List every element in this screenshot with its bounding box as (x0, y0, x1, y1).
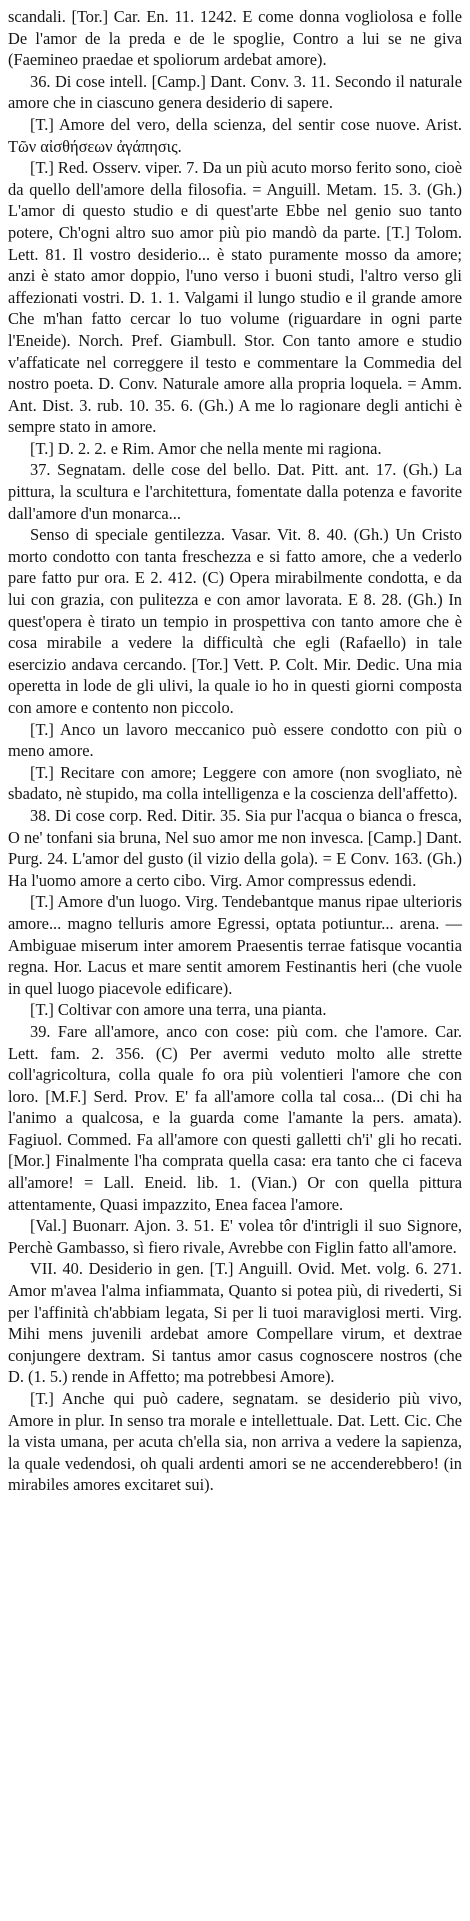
entry-37-gentilezza: Senso di speciale gentilezza. Vasar. Vit. 8. 40. (Gh.) Un Cristo morto condotto con tanta freschezza e si fatto amore, che a vederlo pare fatto pur ora. E 2. 412. (C) Opera mirabilmente condotta, e da lui con grazia, con pulitezza e con amor lavorata. E 8. 28. (Gh.) In quest'opera è tirato un tempio in prospettiva con tanto amore che è cosa mirabile a vedere la difficultà che egli (Rafaello) in tale esercizio andava cercando. [Tor.] Vett. P. Colt. Mir. Dedic. Una mia operetta in lode de gli ulivi, la quale io ho in questi giorni composta con amore e contento non piccolo. (8, 525, 462, 717)
entry-36-quotes: [T.] Red. Osserv. viper. 7. Da un più acuto morso ferito sono, cioè da quello dell'amore della filosofia. = Anguill. Metam. 15. 3. (Gh.) L'amor di questo studio e di quest'arte Ebbe nel genio suo tanto potere, Ch'ogni altro suo amor più pio mandò da parte. [T.] Tolom. Lett. 81. Il vostro desiderio... è stato puramente mosso da amore; anzi è stato amor doppio, l'uno verso i buoni studi, l'altro verso gli affezionati vostri. D. 1. 1. Valgami il lungo studio e il grande amore Che m'han fatto cercar lo tuo volume (riguardare in ogni parte l'Eneide). Norch. Pref. Giambull. Stor. Con tanto amore e studio v'affaticate nel correggere il testo e commentare la Commedia del nostro poeta. D. Conv. Naturale amore alla propria loquela. = Amm. Ant. Dist. 3. rub. 10. 35. 6. (Gh.) A me lo ragionare degli antichi è sempre stato in amore. (8, 158, 462, 437)
entry-40-note: [T.] Anche qui può cadere, segnatam. se desiderio più vivo, Amore in plur. In senso tra morale e intellettuale. Dat. Lett. Cic. Che la vista umana, per acuta ch'ella sia, non arriva a vedere la sapienza, la quale vedendosi, oh quali ardenti amori se ne accenderebbero! (in mirabiles amores excitaret sui). (8, 1389, 462, 1495)
entry-37-lavoro: [T.] Anco un lavoro meccanico può essere condotto con più o meno amore. (8, 719, 462, 761)
entry-36-rime: [T.] D. 2. 2. e Rim. Amor che nella mente mi ragiona. (30, 438, 382, 458)
entry-39-buonarr: [Val.] Buonarr. Ajon. 3. 51. E' volea tôr d'intrigli il suo Signore, Perchè Gambasso, sì fiero rivale, Avrebbe con Figlin fatto all'amore. (8, 1216, 462, 1257)
entry-continuation: scandali. [Tor.] Car. En. 11. 1242. E come donna vogliolosa e folle De l'amor de la preda e de le spoglie, Contro a lui se ne giva (Faemineo praedae et spoliorum ardebat amore). (8, 7, 462, 70)
entry-36: 36. Di cose intell. [Camp.] Dant. Conv. 3. 11. Secondo il naturale amore che in ciascuno genera desiderio di sapere. (8, 71, 462, 113)
entry-38-coltivar: [T.] Coltivar con amore una terra, una pianta. (30, 1000, 327, 1020)
entry-37: 37. Segnatam. delle cose del bello. Dat. Pitt. ant. 17. (Gh.) La pittura, la scultura e l'architettura, fomentate dalla potenza e favorite dall'amore d'un monarca... (8, 460, 462, 523)
entry-40: VII. 40. Desiderio in gen. [T.] Anguill. Ovid. Met. volg. 6. 271. Amor m'avea l'alma infiammata, Quanto si potea più, di rivederti, Si per l'affinità ch'abbiam legata, Si per li tuoi maraviglosi merti. Virg. Mihi mens juvenili ardebat amore Compellare virum, et dextrae conjungere dextram. Si tantus amor casus cognoscere nostros (che D. (1. 5.) rende in Affetto; ma potrebbesi Amore). (8, 1259, 462, 1387)
entry-38-luogo: [T.] Amore d'un luogo. Virg. Tendebantque manus ripae ulterioris amore... magno telluris amore Egressi, optata potiuntur... arena. —Ambiguae miserum inter amorem Praesentis terrae fatisque vocantia regna. Hor. Lacus et mare sentit amorem Festinantis heri (che vuole in quel luogo piacevole edificare). (8, 892, 462, 998)
entry-36-note: [T.] Amore del vero, della scienza, del sentir cose nuove. Arist. Τῶν αἰσθήσεων ἀγάπησις. (8, 114, 462, 156)
entry-39: 39. Fare all'amore, anco con cose: più com. che l'amore. Car. Lett. fam. 2. 356. (C) Per avermi veduto molto alle strette coll'agricoltura, colla quale fo ora più volentieri l'amore che con loro. [M.F.] Serd. Prov. E' fa all'amore colla tal cosa... (Di chi ha l'animo a qualcosa, e la guarda come l'amante la pers. amata). Fagiuol. Commed. Fa all'amore con questi galletti ch'i' gli ho recati. [Mor.] Finalmente l'ha comprata quella casa: era tanto che ci faceva all'amore! = Lall. Eneid. lib. 1. (Vian.) Or con quella pittura attentamente, Quasi impazzito, Enea facea l'amore. (8, 1021, 462, 1214)
entry-37-recitare: [T.] Recitare con amore; Leggere con amore (non svogliato, nè sbadato, nè stupido, ma colla intelligenza e la coscienza dell'affetto). (8, 762, 462, 804)
entry-38: 38. Di cose corp. Red. Ditir. 35. Sia pur l'acqua o bianca o fresca, O ne' tonfani sia bruna, Nel suo amor me non invesca. [Camp.] Dant. Purg. 24. L'amor del gusto (il vizio della gola). = E Conv. 163. (Gh.) Ha l'uomo amore a certo cibo. Virg. Amor compressus edendi. (8, 805, 462, 890)
